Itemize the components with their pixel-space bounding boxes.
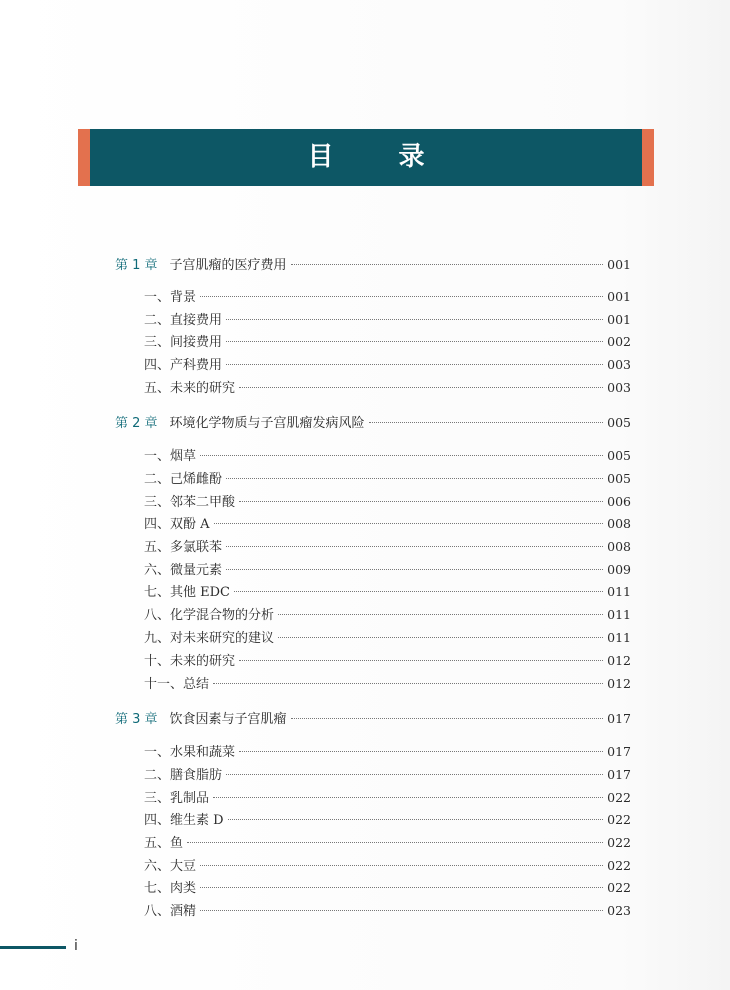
dot-leader xyxy=(200,887,603,888)
dot-leader xyxy=(239,387,603,388)
section-title: 五、鱼 xyxy=(144,836,184,851)
page-number: 005 xyxy=(607,448,631,463)
toc-section[interactable] xyxy=(144,446,631,466)
page-number: 022 xyxy=(607,880,631,895)
dot-leader xyxy=(226,364,603,365)
section-title: 四、产科费用 xyxy=(144,358,223,373)
chapter-title: 环境化学物质与子宫肌瘤发病风险 xyxy=(169,416,365,431)
dot-leader xyxy=(213,797,603,798)
dot-leader xyxy=(213,683,603,684)
section-title: 一、烟草 xyxy=(144,449,197,464)
dot-leader xyxy=(226,319,603,320)
page-number: 001 xyxy=(607,257,631,272)
toc-section[interactable] xyxy=(144,537,631,557)
toc-section[interactable] xyxy=(144,560,631,580)
page-number: 017 xyxy=(607,711,631,726)
section-title: 二、直接费用 xyxy=(144,313,223,328)
dot-leader xyxy=(200,910,603,911)
chapter-number: 第 2 章 xyxy=(115,416,158,431)
page-number: 002 xyxy=(607,334,631,349)
dot-leader xyxy=(234,591,603,592)
section-title: 二、己烯雌酚 xyxy=(144,472,223,487)
dot-leader xyxy=(239,751,603,752)
page-number: 011 xyxy=(607,584,631,599)
section-title: 三、邻苯二甲酸 xyxy=(144,495,236,510)
dot-leader xyxy=(278,637,603,638)
dot-leader xyxy=(291,718,604,719)
chapter-number: 第 3 章 xyxy=(115,712,158,727)
dot-leader xyxy=(200,865,603,866)
toc-section[interactable] xyxy=(144,765,631,785)
page-number: 022 xyxy=(607,835,631,850)
toc-section[interactable] xyxy=(144,605,631,625)
toc-section[interactable] xyxy=(144,878,631,898)
section-title: 四、维生素 D xyxy=(144,813,224,828)
section-title: 一、水果和蔬菜 xyxy=(144,745,236,760)
section-title: 六、微量元素 xyxy=(144,563,223,578)
dot-leader xyxy=(239,501,603,502)
toc-title-banner xyxy=(78,129,654,186)
dot-leader xyxy=(200,296,603,297)
section-title: 三、间接费用 xyxy=(144,335,223,350)
page-number: 001 xyxy=(607,312,631,327)
section-title: 十、未来的研究 xyxy=(144,654,236,669)
toc-section[interactable] xyxy=(144,628,631,648)
toc-section[interactable] xyxy=(144,582,631,602)
section-title: 四、双酚 A xyxy=(144,517,210,532)
dot-leader xyxy=(226,569,603,570)
section-title: 三、乳制品 xyxy=(144,791,210,806)
section-title: 八、酒精 xyxy=(144,904,197,919)
page-number: 022 xyxy=(607,790,631,805)
section-title: 六、大豆 xyxy=(144,859,197,874)
page-number: 008 xyxy=(607,539,631,554)
page-number: 005 xyxy=(607,471,631,486)
page-number: 003 xyxy=(607,357,631,372)
chapter-title: 饮食因素与子宫肌瘤 xyxy=(169,712,287,727)
section-title: 二、膳食脂肪 xyxy=(144,768,223,783)
toc-section[interactable] xyxy=(144,742,631,762)
toc-section[interactable] xyxy=(144,332,631,352)
toc-section[interactable] xyxy=(144,469,631,489)
section-title: 七、肉类 xyxy=(144,881,197,896)
toc-section[interactable] xyxy=(144,378,631,398)
section-title: 十一、总结 xyxy=(144,677,210,692)
toc-section[interactable] xyxy=(144,788,631,808)
toc-section[interactable] xyxy=(144,833,631,853)
page-number: 012 xyxy=(607,676,631,691)
page-number: 022 xyxy=(607,858,631,873)
toc-section[interactable] xyxy=(144,810,631,830)
toc-section[interactable] xyxy=(144,901,631,921)
dot-leader xyxy=(214,523,604,524)
page-number: 022 xyxy=(607,812,631,827)
toc-section[interactable] xyxy=(144,287,631,307)
toc-section[interactable] xyxy=(144,310,631,330)
footer-rule xyxy=(0,946,66,949)
page-number: 003 xyxy=(607,380,631,395)
chapter-number: 第 1 章 xyxy=(115,258,158,273)
page-number: 023 xyxy=(607,903,631,918)
toc-section[interactable] xyxy=(144,355,631,375)
dot-leader xyxy=(200,455,603,456)
dot-leader xyxy=(226,774,603,775)
dot-leader xyxy=(226,341,603,342)
dot-leader xyxy=(369,422,604,423)
page-number: 008 xyxy=(607,516,631,531)
toc-chapter-1[interactable] xyxy=(115,255,631,275)
chapter-title: 子宫肌瘤的医疗费用 xyxy=(169,258,287,273)
toc-section[interactable] xyxy=(144,674,631,694)
dot-leader xyxy=(226,478,603,479)
page-number: 009 xyxy=(607,562,631,577)
dot-leader xyxy=(278,614,603,615)
dot-leader xyxy=(239,660,603,661)
page-number: 005 xyxy=(607,415,631,430)
toc-chapter-2[interactable] xyxy=(115,413,631,433)
page-number: 012 xyxy=(607,653,631,668)
section-title: 五、未来的研究 xyxy=(144,381,236,396)
toc-chapter-3[interactable] xyxy=(115,709,631,729)
section-title: 七、其他 EDC xyxy=(144,585,230,600)
toc-section[interactable] xyxy=(144,514,631,534)
dot-leader xyxy=(187,842,603,843)
section-title: 八、化学混合物的分析 xyxy=(144,608,275,623)
dot-leader xyxy=(291,264,604,265)
footer-page-number: i xyxy=(74,938,78,954)
toc-section[interactable] xyxy=(144,492,631,512)
section-title: 九、对未来研究的建议 xyxy=(144,631,275,646)
toc-section[interactable] xyxy=(144,856,631,876)
page-number: 017 xyxy=(607,767,631,782)
page-number: 006 xyxy=(607,494,631,509)
page-number: 017 xyxy=(607,744,631,759)
page-number: 001 xyxy=(607,289,631,304)
page-number: 011 xyxy=(607,630,631,645)
section-title: 五、多氯联苯 xyxy=(144,540,223,555)
page-number: 011 xyxy=(607,607,631,622)
dot-leader xyxy=(226,546,603,547)
section-title: 一、背景 xyxy=(144,290,197,305)
page-title: 目 录 xyxy=(307,142,453,172)
dot-leader xyxy=(228,819,604,820)
toc-section[interactable] xyxy=(144,651,631,671)
